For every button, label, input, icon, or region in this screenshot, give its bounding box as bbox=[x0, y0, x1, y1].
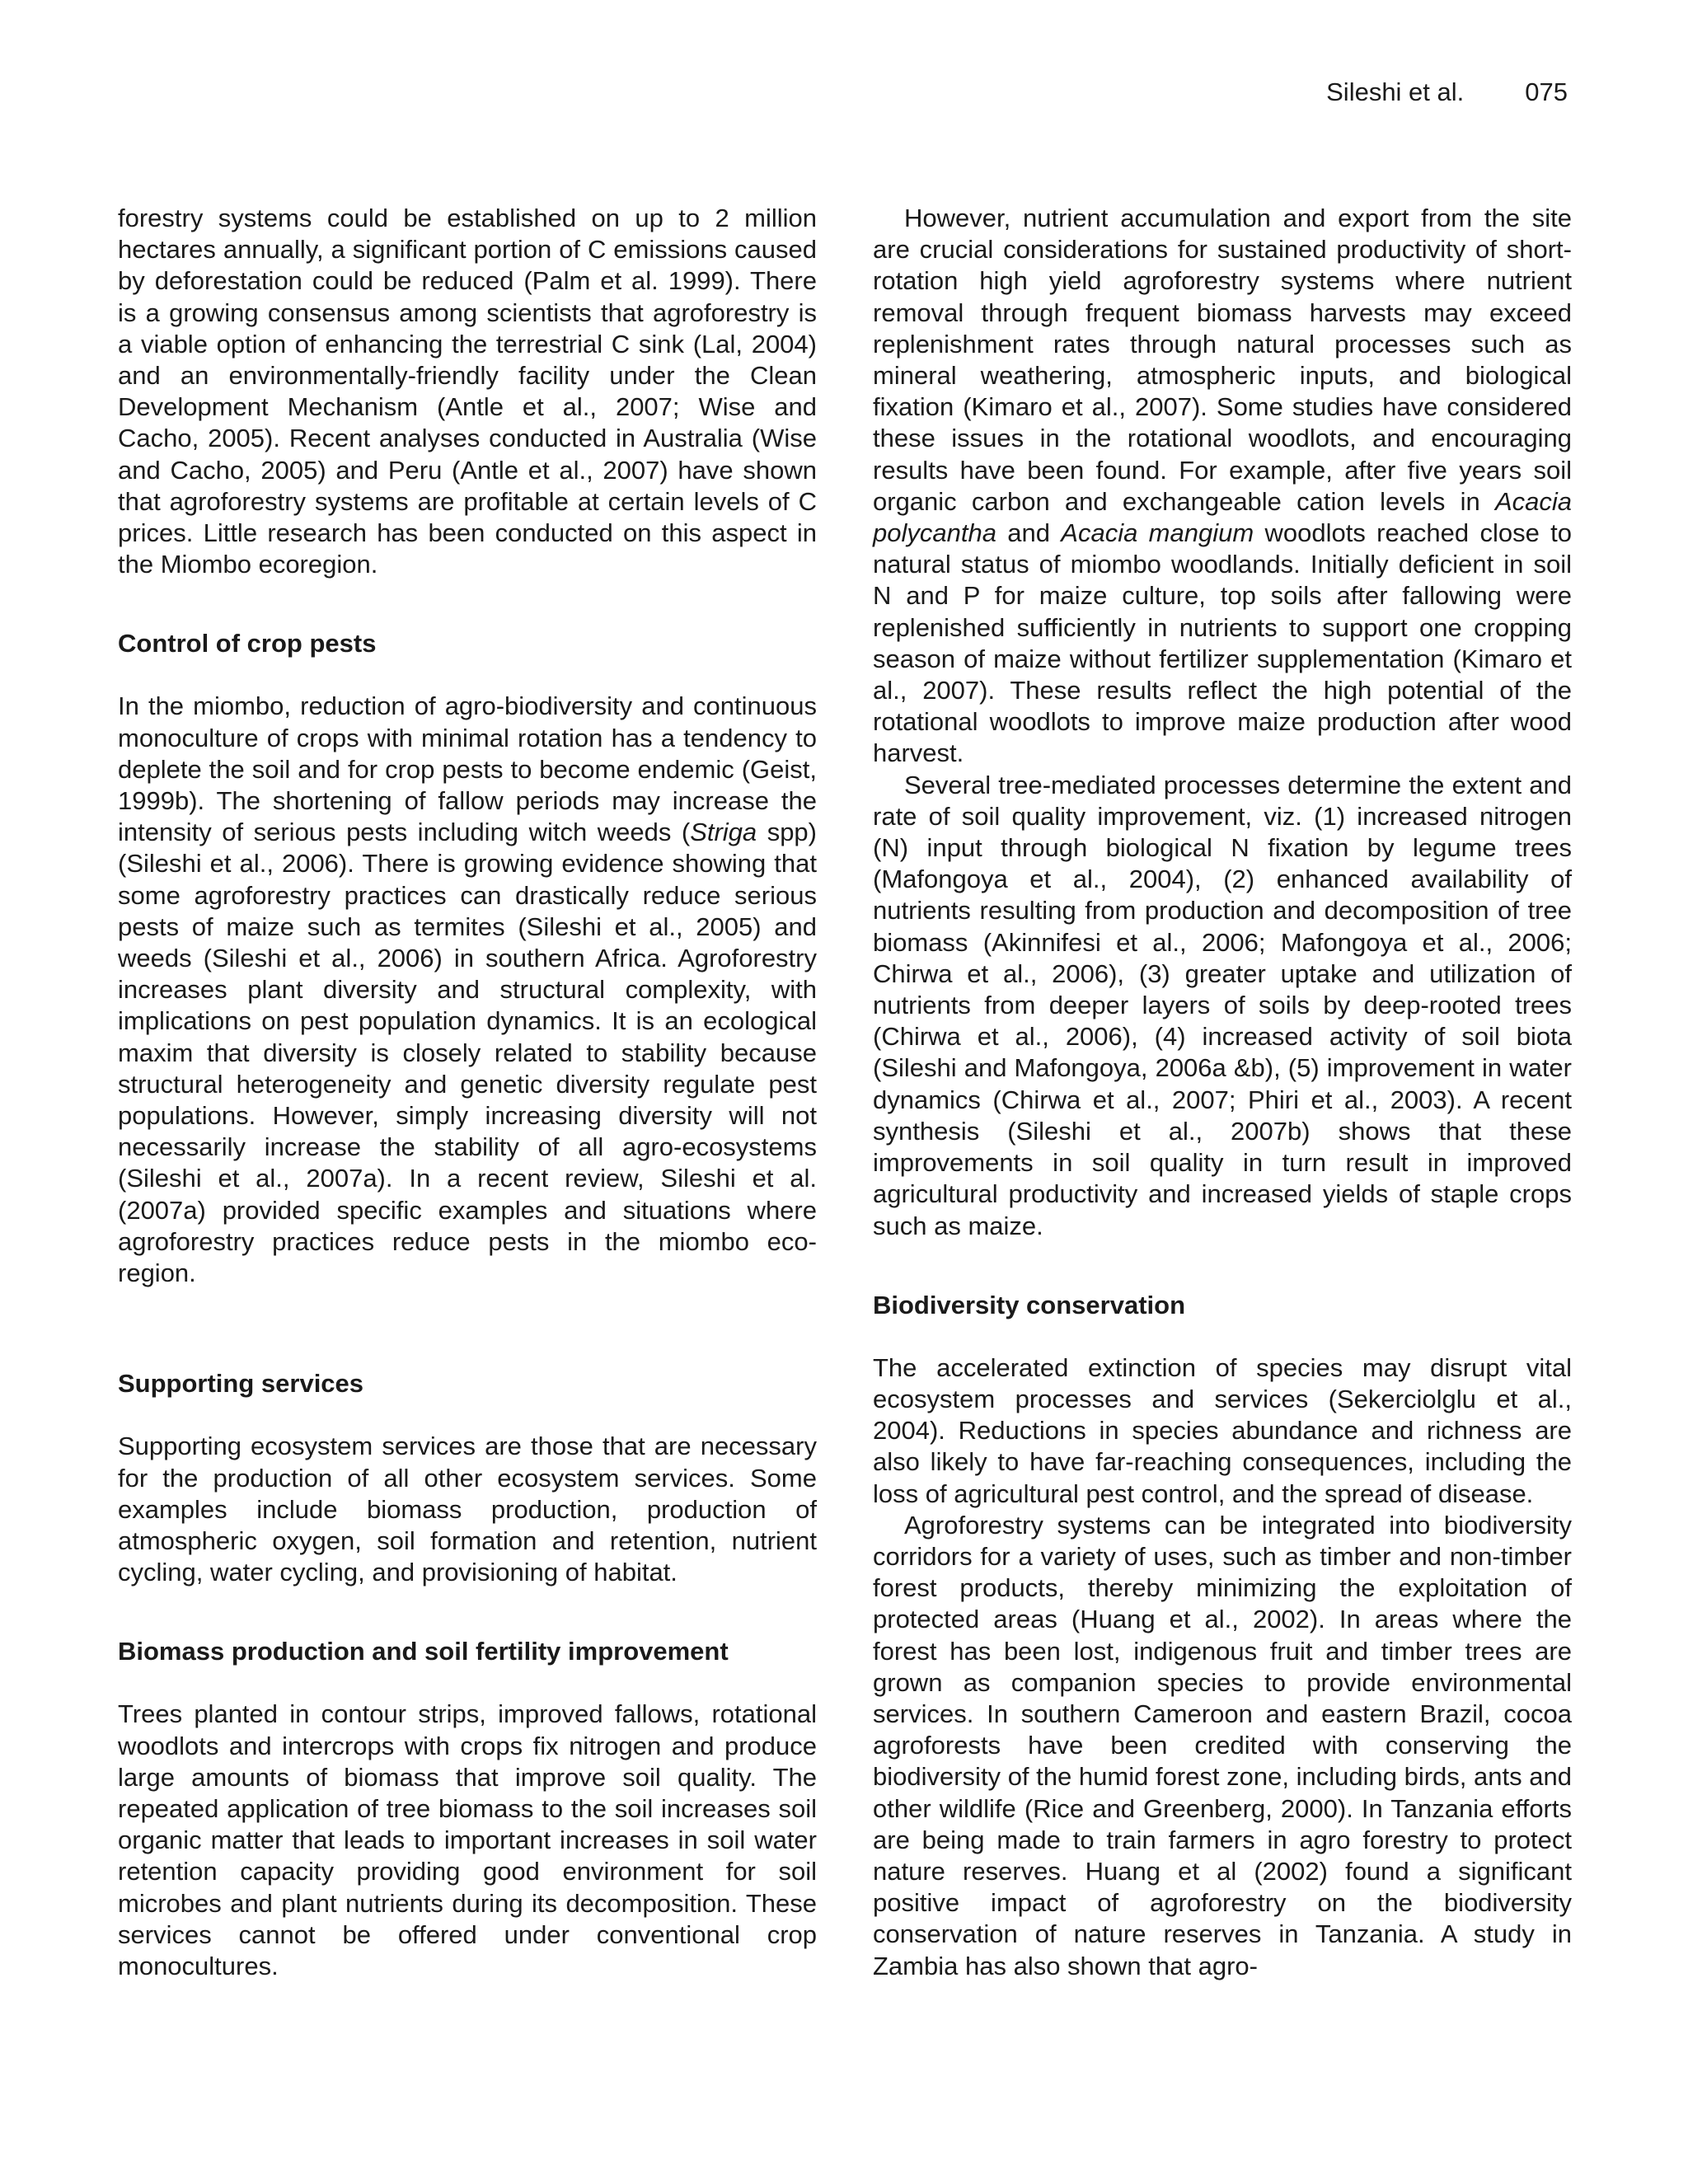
species-acacia-polycantha: Acacia polycantha bbox=[873, 486, 1572, 548]
heading-supporting-services: Supporting services bbox=[118, 1369, 364, 1399]
right-column bbox=[873, 203, 1572, 1982]
right-paragraph-tree-mediated-processes: Several tree-mediated processes determine the extent and rate of soil quality improvement, viz. (1) increased nitrogen (N) input through biological N fixation by legume trees (Mafongoya et al., 2004), (2) enhanced availability of nutrients resulting from production and decomposition of tree biomass (Akinnifesi et al., 2006; Mafongoya et al., 2006; Chirwa et al., 2006), (3) greater uptake and utilization of nutrients from deeper layers of soils by deep-rooted trees (Chirwa et al., 2006), (4) increased activity of soil biota (Sileshi and Mafongoya, 2006a &b), (5) improvement in water dynamics (Chirwa et al., 2007; Phiri et al., 2003). A recent synthesis (Sileshi et al., 2007b) shows that these improvements in soil quality in turn result in improved agricultural productivity and increased yields of staple crops such as maize. bbox=[873, 770, 1572, 1240]
left-paragraph-crop-pests: In the miombo, reduction of agro-biodiversity and continuous monoculture of crops with minimal rotation has a tendency to deplete the soil and for crop pests to become endemic (Geist, 1999b). The shortening of fallow periods may increase the intensity of serious pests including witch weeds (Striga spp) (Sileshi et al., 2006). There is growing evidence showing that some agroforestry practices can drastically reduce serious pests of maize such as termites (Sileshi et al., 2005) and weeds (Sileshi et al., 2006) in southern Africa. Agroforestry increases plant diversity and structural complexity, with implications on pest population dynamics. It is an ecological maxim that diversity is closely related to stability because structural heterogeneity and genetic diversity regulate pest populations. However, simply increasing diversity will not necessarily increase the stability of all agro-ecosystems (Sileshi et al., 2007a). In a recent review, Sileshi et al. (2007a) provided specific examples and situations where agroforestry practices reduce pests in the miombo eco-region. bbox=[118, 691, 817, 1288]
right-paragraph-agroforestry-corridors: Agroforestry systems can be integrated into biodiversity corridors for a variety of uses, such as timber and non-timber forest products, thereby minimizing the exploitation of protected areas (Huang et al., 2002). In areas where the forest has been lost, indigenous fruit and timber trees are grown as companion species to provide environmental services. In southern Cameroon and eastern Brazil, cocoa agroforests have been credited with conserving the biodiversity of the humid forest zone, including birds, ants and other wildlife (Rice and Greenberg, 2000). In Tanzania efforts are being made to train farmers in agro forestry to protect nature reserves. Huang et al (2002) found a significant positive impact of agroforestry on the biodiversity conservation of nature reserves in Tanzania. A study in Zambia has also shown that agro- bbox=[873, 1510, 1572, 1980]
species-acacia-mangium: Acacia mangium bbox=[1061, 518, 1254, 548]
heading-biomass-production: Biomass production and soil fertility improvement bbox=[118, 1637, 729, 1666]
left-paragraph-biomass: Trees planted in contour strips, improved fallows, rotational woodlots and intercrops with crops fix nitrogen and produce large amounts of biomass that improve soil quality. The repeated application of tree biomass to the soil increases soil organic matter that leads to important increases in soil water retention capacity providing good environment for soil microbes and plant nutrients during its decomposition. These services cannot be offered under conventional crop monocultures. bbox=[118, 1699, 817, 1980]
running-header bbox=[1326, 76, 1568, 109]
left-paragraph-supporting-services: Supporting ecosystem services are those that are necessary for the production of all other ecosystem services. Some examples include biomass production, production of atmospheric oxygen, soil formation and retention, nutrient cycling, water cycling, and provisioning of habitat. bbox=[118, 1432, 817, 1587]
right-paragraph-extinction: The accelerated extinction of species may disrupt vital ecosystem processes and services (Sekerciolglu et al., 2004). Reductions in species abundance and richness are also likely to have far-reaching consequences, including the loss of agricultural pest control, and the spread of disease. bbox=[873, 1352, 1572, 1508]
heading-control-of-crop-pests: Control of crop pests bbox=[118, 629, 377, 658]
species-striga: Striga bbox=[690, 818, 757, 847]
page-number: 075 bbox=[1525, 77, 1568, 106]
heading-biodiversity-conservation: Biodiversity conservation bbox=[873, 1290, 1186, 1319]
left-column bbox=[118, 203, 817, 1982]
right-paragraph-nutrient-accumulation: However, nutrient accumulation and export from the site are crucial considerations for sustained productivity of short-rotation high yield agroforestry systems where nutrient removal through frequent biomass harvests may exceed replenishment rates through natural processes such as mineral weathering, atmospheric inputs, and biological fixation (Kimaro et al., 2007). Some studies have considered these issues in the rotational woodlots, and encouraging results have been found. For example, after five years soil organic carbon and exchangeable cation levels in Acacia polycantha and Acacia mangium woodlots reached close to natural status of miombo woodlands. Initially deficient in soil N and P for maize culture, top soils after fallowing were replenished sufficiently in nutrients to support one cropping season of maize without fertilizer supplementation (Kimaro et al., 2007). These results reflect the high potential of the rotational woodlots to improve maize production after wood harvest. bbox=[873, 204, 1572, 768]
running-header-authors: Sileshi et al. bbox=[1326, 77, 1465, 106]
left-paragraph-1: forestry systems could be established on up to 2 million hectares annually, a significant portion of C emissions caused by deforestation could be reduced (Palm et al. 1999). There is a growing consensus among scientists that agroforestry is a viable option of enhancing the terrestrial C sink (Lal, 2004) and an environmentally-friendly facility under the Clean Development Mechanism (Antle et al., 2007; Wise and Cacho, 2005). Recent analyses conducted in Australia (Wise and Cacho, 2005) and Peru (Antle et al., 2007) have shown that agroforestry systems are profitable at certain levels of C prices. Little research has been conducted on this aspect in the Miombo ecoregion. bbox=[118, 204, 817, 579]
